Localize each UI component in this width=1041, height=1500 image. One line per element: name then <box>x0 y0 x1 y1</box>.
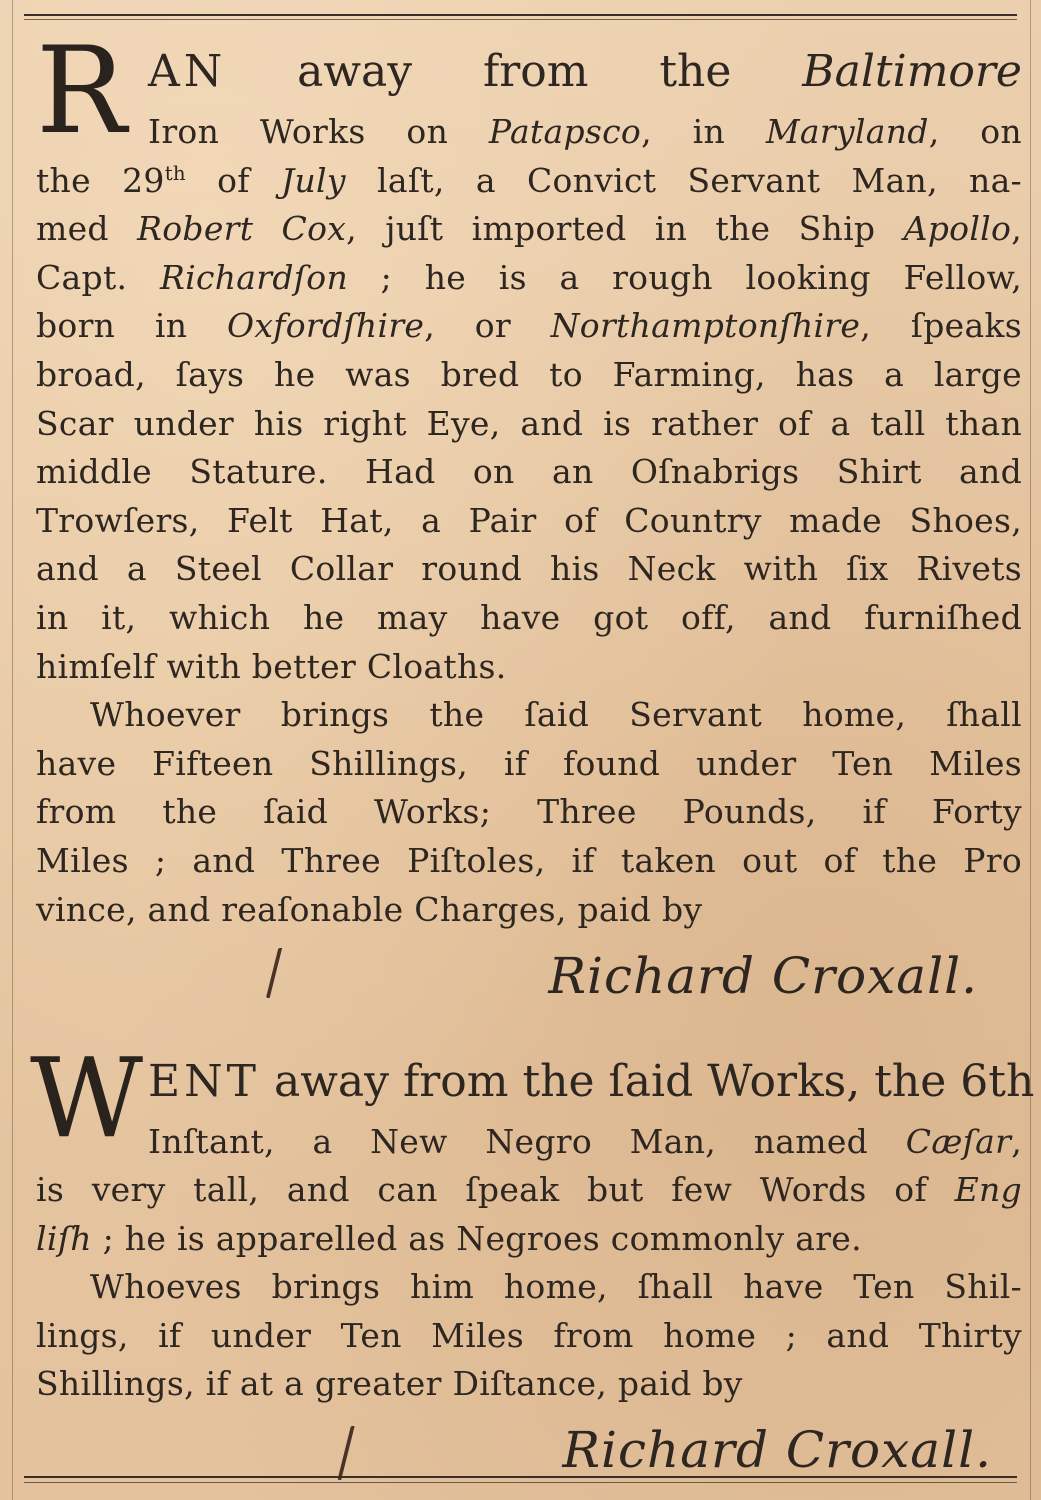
ad2-line: Inſtant, a New Negro Man, named Cæſar, <box>148 1122 1022 1161</box>
ad2-line: is very tall, and can ſpeak but few Words of Eng <box>36 1170 1022 1210</box>
ad1-line: himſelf with better Cloaths. <box>36 646 507 686</box>
italic-name: Maryland <box>765 112 929 151</box>
ad1-first-line-italic: Baltimore <box>802 46 1022 97</box>
ad2-signature: Richard Croxall. <box>562 1421 992 1480</box>
ordinal-suffix: th <box>164 161 186 185</box>
ad1-reward-line: from the ſaid Works; Three Pounds, if Forty <box>36 792 1022 832</box>
top-rule-thin <box>24 19 1017 20</box>
italic-name: Oxfordſhire <box>226 306 425 346</box>
ad1-reward-line: vince, and reaſonable Charges, paid by <box>36 889 703 929</box>
ad2-reward-line: Shillings, if at a greater Diſtance, paid by <box>36 1363 743 1403</box>
italic-name: liſh <box>36 1218 92 1258</box>
ad2-reward-paragraph <box>36 1263 1022 1408</box>
ad1-reward-line: Whoever brings the ſaid Servant home, ſhall <box>90 695 1022 735</box>
ad1-drop-cap: R <box>36 22 127 161</box>
italic-name: July <box>280 160 346 200</box>
ad1-reward-line: have Fifteen Shillings, if found under Ten Miles <box>36 743 1022 783</box>
ad1-line: Iron Works on Patapsco, in Maryland, on <box>148 112 1022 151</box>
column-edge-right <box>1030 0 1031 1500</box>
italic-name: Cæſar <box>905 1122 1012 1161</box>
top-rule <box>24 14 1017 16</box>
ad2-reward-line: Whoeves brings him home, ſhall have Ten Shil- <box>90 1267 1022 1307</box>
ink-mark-icon <box>337 1426 366 1480</box>
italic-name: Robert Cox <box>137 209 347 249</box>
ad1-reward-paragraph <box>36 691 1022 934</box>
ad1-line: middle Stature. Had on an Oſnabrigs Shirt and <box>36 452 1022 492</box>
italic-name: Eng <box>954 1170 1022 1210</box>
ad1-reward-line: Miles ; and Three Piſtoles, if taken out of the Pro <box>36 840 1022 880</box>
ad2-first-line-caps: ENT <box>148 1056 260 1107</box>
ad2-line: liſh ; he is apparelled as Negroes commonly are. <box>36 1218 862 1258</box>
column-edge-left <box>12 0 13 1500</box>
bottom-rule-thin <box>24 1482 1017 1483</box>
advertisement-runaway-robert-cox <box>36 22 1023 1012</box>
italic-name: Northamptonſhire <box>550 306 861 346</box>
ad1-body-lines <box>36 108 1022 691</box>
ad1-signature: Richard Croxall. <box>548 947 978 1006</box>
ad1-line: the 29th of July laſt, a Convict Servant Man, na- <box>36 160 1023 200</box>
ad1-line: Scar under his right Eye, and is rather of a tall than <box>36 403 1022 443</box>
ad2-body-lines <box>36 1118 1022 1263</box>
ad1-line: Capt. Richardſon ; he is a rough looking Fellow, <box>36 257 1022 297</box>
bottom-rule <box>24 1476 1017 1478</box>
ad1-line: born in Oxfordſhire, or Northamptonſhire, ſpeaks <box>36 306 1022 346</box>
ad2-reward-line: lings, if under Ten Miles from home ; and Thirty <box>36 1315 1022 1355</box>
ad1-line: in it, which he may have got off, and furniſhed <box>36 597 1022 637</box>
italic-name: Richardſon <box>159 257 348 297</box>
ad1-first-line-rest: away from the <box>297 46 732 97</box>
ad2-first-line-rest: away from the ſaid Works, the 6th <box>273 1056 1035 1107</box>
ad1-line: Trowſers, Felt Hat, a Pair of Country made Shoes, <box>36 500 1022 540</box>
italic-name: Apollo <box>903 209 1012 249</box>
italic-name: Patapsco <box>488 112 642 151</box>
ink-mark-icon <box>266 948 294 998</box>
ad2-drop-cap: W <box>30 1034 144 1162</box>
ad1-first-line-caps: AN <box>148 46 227 97</box>
ad1-signature-row <box>36 940 1022 1012</box>
ad1-line: and a Steel Collar round his Neck with ſix Rivets <box>36 549 1022 589</box>
ad1-line: broad, ſays he was bred to Farming, has a large <box>36 354 1022 394</box>
ad1-line: med Robert Cox, juſt imported in the Ship Apollo, <box>36 209 1022 249</box>
advertisement-runaway-caesar <box>30 1034 1035 1486</box>
